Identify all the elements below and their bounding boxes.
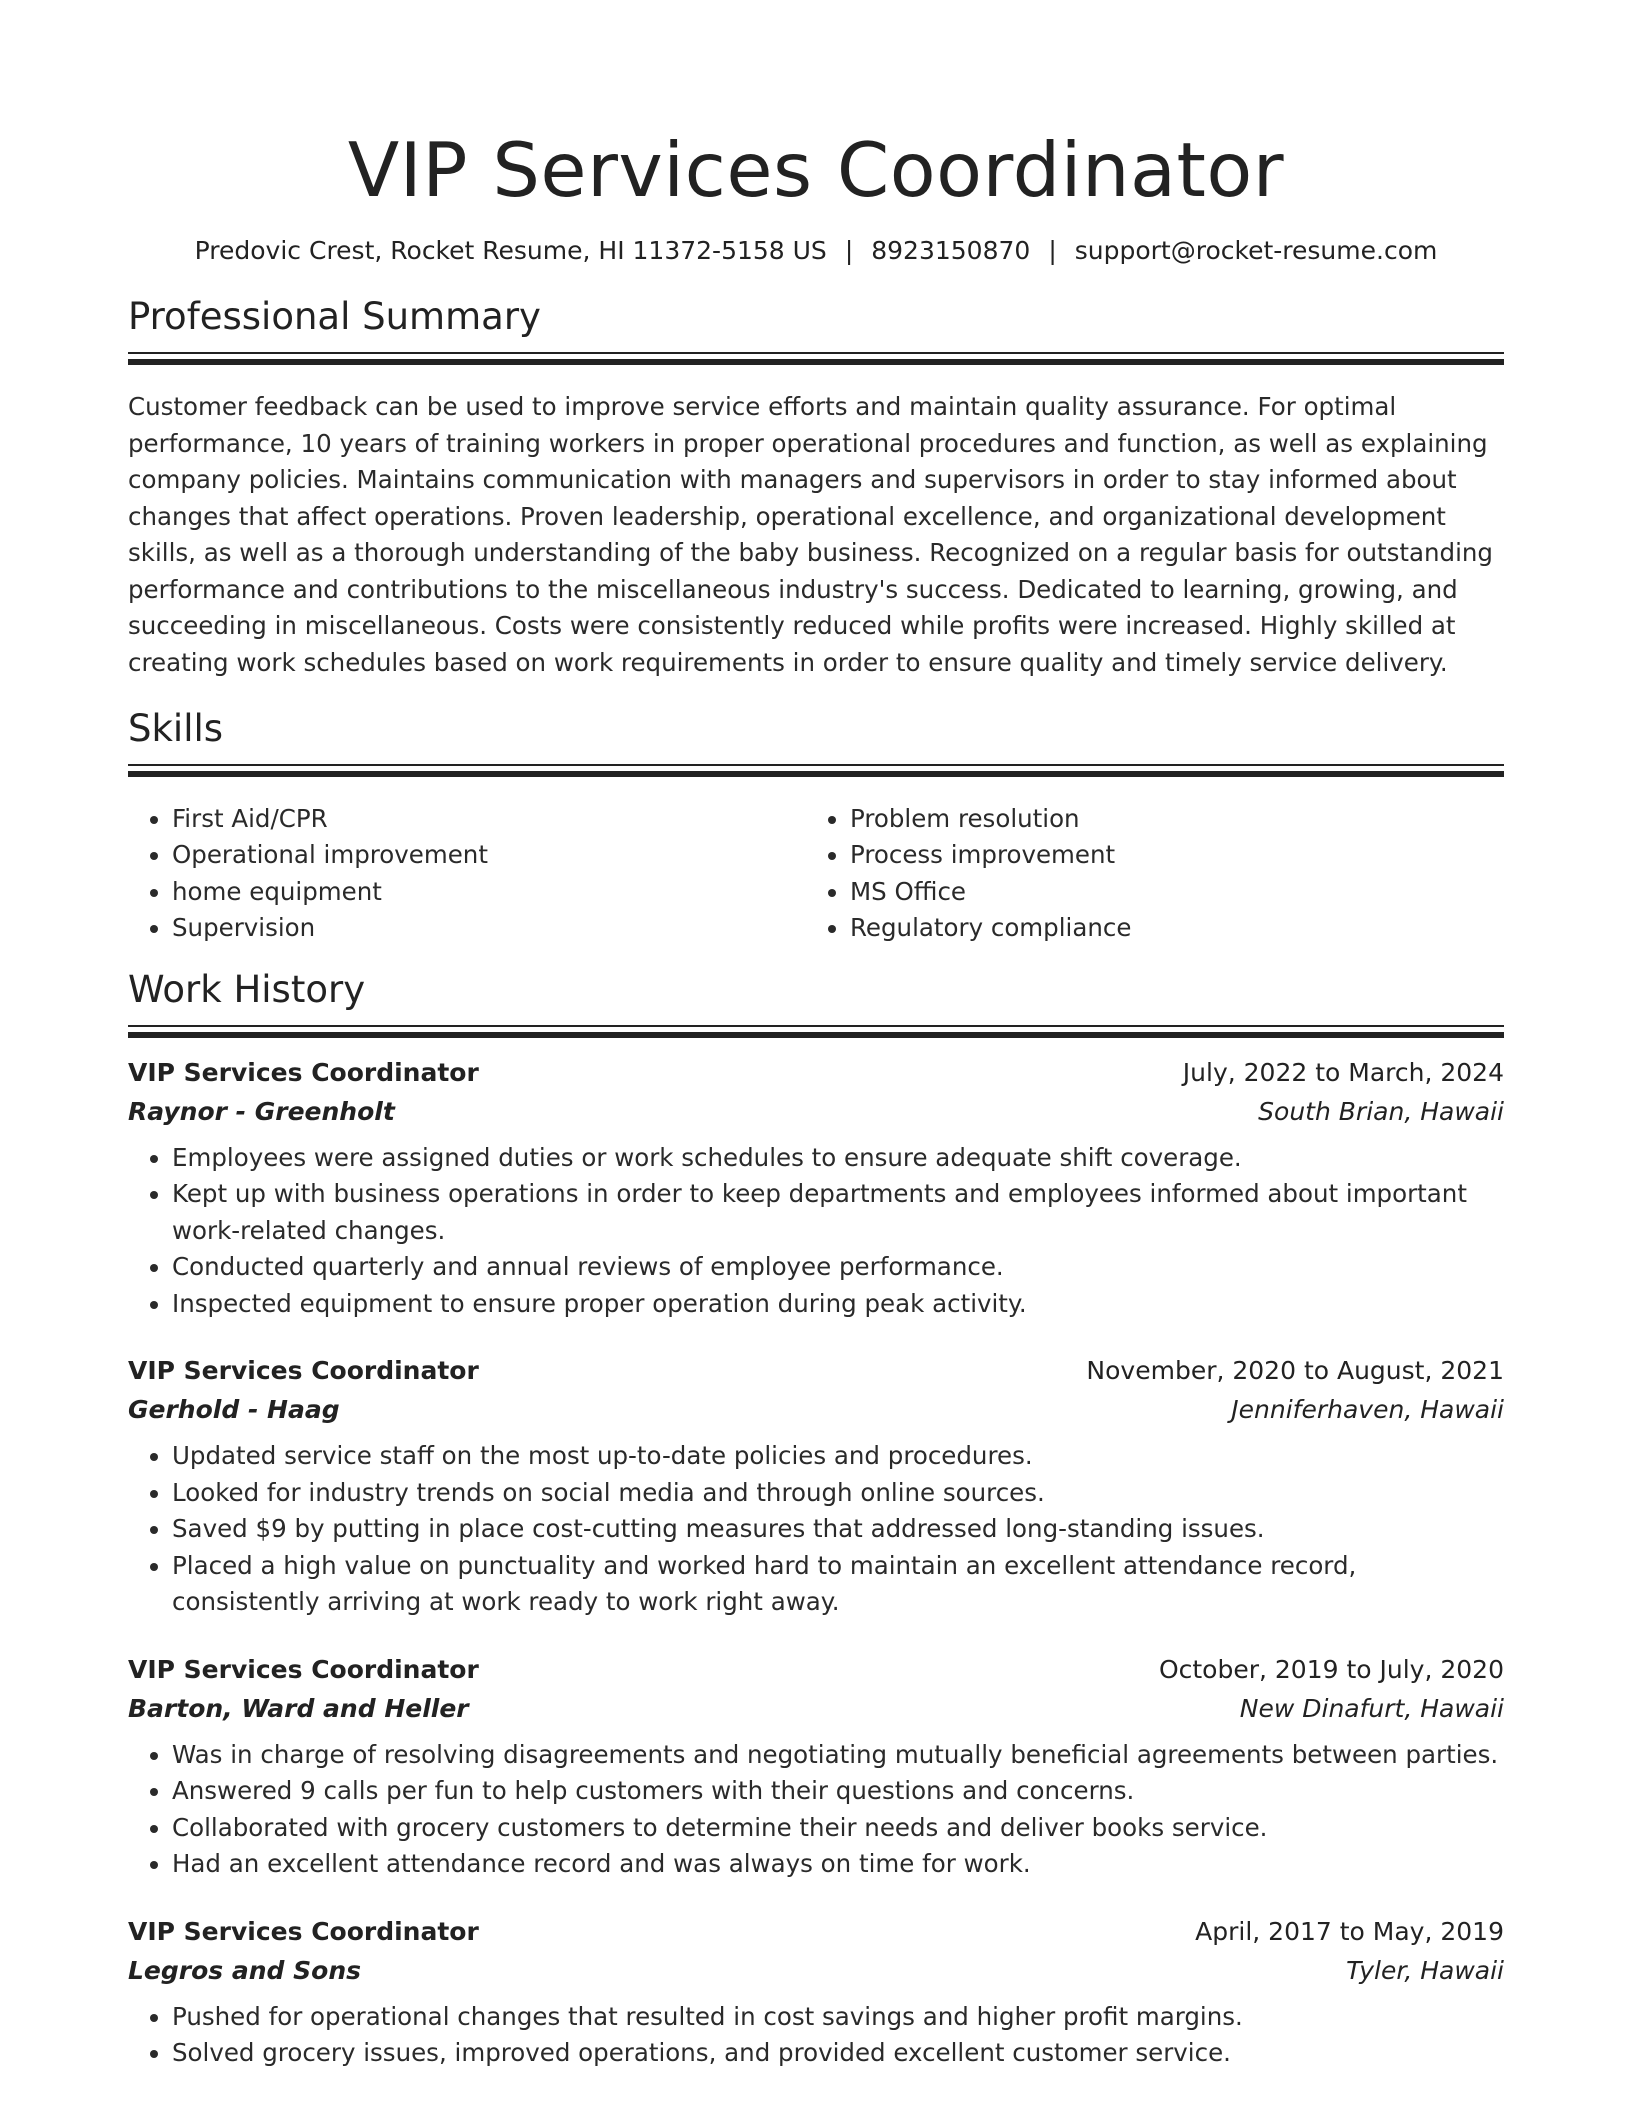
job-entry [128,1651,1504,1883]
skills-list-right [806,801,1490,947]
skill-item: • Regulatory compliance [850,910,1490,947]
job-company: Legros and Sons [128,1955,361,1985]
contact-address: Predovic Crest, Rocket Resume, HI 11372-5158 US [194,236,827,265]
skill-item: • First Aid/CPR [172,801,806,838]
job-location: Jenniferhaven, Hawaii [1231,1395,1504,1424]
contact-email: support@rocket-resume.com [1074,236,1438,265]
skills-section [128,706,1504,947]
job-bullet: • Answered 9 calls per fun to help customers with their questions and concerns. [172,1773,1504,1810]
skill-item: • Operational improvement [172,837,806,874]
candidate-name: VIP Services Coordinator [347,126,1285,214]
section-divider [128,764,1504,773]
skill-item: • Process improvement [850,837,1490,874]
job-bullet: • Looked for industry trends on social media and through online sources. [172,1475,1504,1512]
job-entry [128,1054,1504,1323]
skill-item: • Problem resolution [850,801,1490,838]
job-subheader [128,1092,1504,1132]
job-entry [128,1352,1504,1621]
summary-text: Customer feedback can be used to improve service efforts and maintain quality assurance. For optimal performance, 10 years of training workers in proper operational procedures and function, as well as explaining company policies. Maintains communication with managers and supervisors in order to stay informed about changes that affect operations. Proven leadership, operational excellence, and organizational development skills, as well as a thorough understanding of the baby business. Recognized on a regular basis for outstanding performance and contributions to the miscellaneous industry's success. Dedicated to learning, growing, and succeeding in miscellaneous. Costs were consistently reduced while profits were increased. Highly skilled at creating work schedules based on work requirements in order to ensure quality and timely service delivery. [128,392,1493,677]
job-bullet: • Pushed for operational changes that resulted in cost savings and higher profit margins. [172,1999,1504,2036]
job-header [128,1651,1504,1689]
contact-separator: | [1048,236,1057,265]
job-title: VIP Services Coordinator [128,1356,479,1385]
job-bullets [128,1737,1504,1883]
section-title-work-history: Work History [128,967,366,1011]
job-header [128,1054,1504,1092]
job-subheader [128,1951,1504,1991]
job-bullets [128,1438,1504,1621]
job-title: VIP Services Coordinator [128,1916,479,1946]
job-bullet: • Conducted quarterly and annual reviews of employee performance. [172,1249,1504,1286]
skill-item: • home equipment [172,874,806,911]
resume-page [128,0,1504,2072]
summary-section [128,294,1504,681]
job-title: VIP Services Coordinator [128,1654,479,1684]
job-bullet: • Updated service staff on the most up-to-date policies and procedures. [172,1438,1504,1475]
job-bullet: • Solved grocery issues, improved operations, and provided excellent customer service. [172,2035,1504,2072]
job-dates: April, 2017 to May, 2019 [1195,1916,1504,1946]
job-dates: October, 2019 to July, 2020 [1158,1654,1504,1684]
job-bullet: • Kept up with business operations in order to keep departments and employees informed about important work-related changes. [172,1176,1504,1249]
section-title-skills: Skills [128,706,224,750]
skills-columns [128,801,1504,947]
job-bullets [128,1140,1504,1323]
job-bullet: • Inspected equipment to ensure proper operation during peak activity. [172,1286,1504,1323]
job-company: Barton, Ward and Heller [128,1693,469,1723]
job-bullet: • Had an excellent attendance record and was always on time for work. [172,1846,1504,1883]
job-bullet: • Collaborated with grocery customers to determine their needs and deliver books service. [172,1810,1504,1847]
skills-list-left [128,801,806,947]
job-location: New Dinafurt, Hawaii [1239,1693,1504,1723]
section-title-summary: Professional Summary [128,295,541,338]
section-divider [128,1025,1504,1034]
skill-item: • Supervision [172,910,806,947]
job-bullet: • Employees were assigned duties or work schedules to ensure adequate shift coverage. [172,1140,1504,1177]
job-subheader [128,1689,1504,1729]
job-bullet: • Placed a high value on punctuality and worked hard to maintain an excellent attendance record, consistently arriving at work ready to work right away. [172,1548,1504,1621]
job-bullet: • Was in charge of resolving disagreements and negotiating mutually beneficial agreements between parties. [172,1737,1504,1774]
job-location: South Brian, Hawaii [1258,1096,1504,1126]
job-dates: July, 2022 to March, 2024 [1182,1057,1504,1087]
job-title: VIP Services Coordinator [128,1057,479,1087]
job-header [128,1913,1504,1951]
job-subheader [128,1390,1504,1430]
section-divider [128,352,1504,361]
job-dates: November, 2020 to August, 2021 [1086,1356,1504,1385]
job-location: Tyler, Hawaii [1346,1955,1504,1985]
contact-line [128,234,1504,268]
job-entry [128,1913,1504,2072]
contact-separator: | [844,236,854,265]
job-company: Gerhold - Haag [128,1395,340,1424]
job-header [128,1352,1504,1390]
skill-item: • MS Office [850,874,1490,911]
work-history-section [128,967,1504,2072]
job-bullets [128,1999,1504,2072]
job-bullet: • Saved $9 by putting in place cost-cutting measures that addressed long-standing issues. [172,1511,1504,1548]
job-company: Raynor - Greenholt [128,1096,395,1126]
contact-phone: 8923150870 [871,236,1031,265]
